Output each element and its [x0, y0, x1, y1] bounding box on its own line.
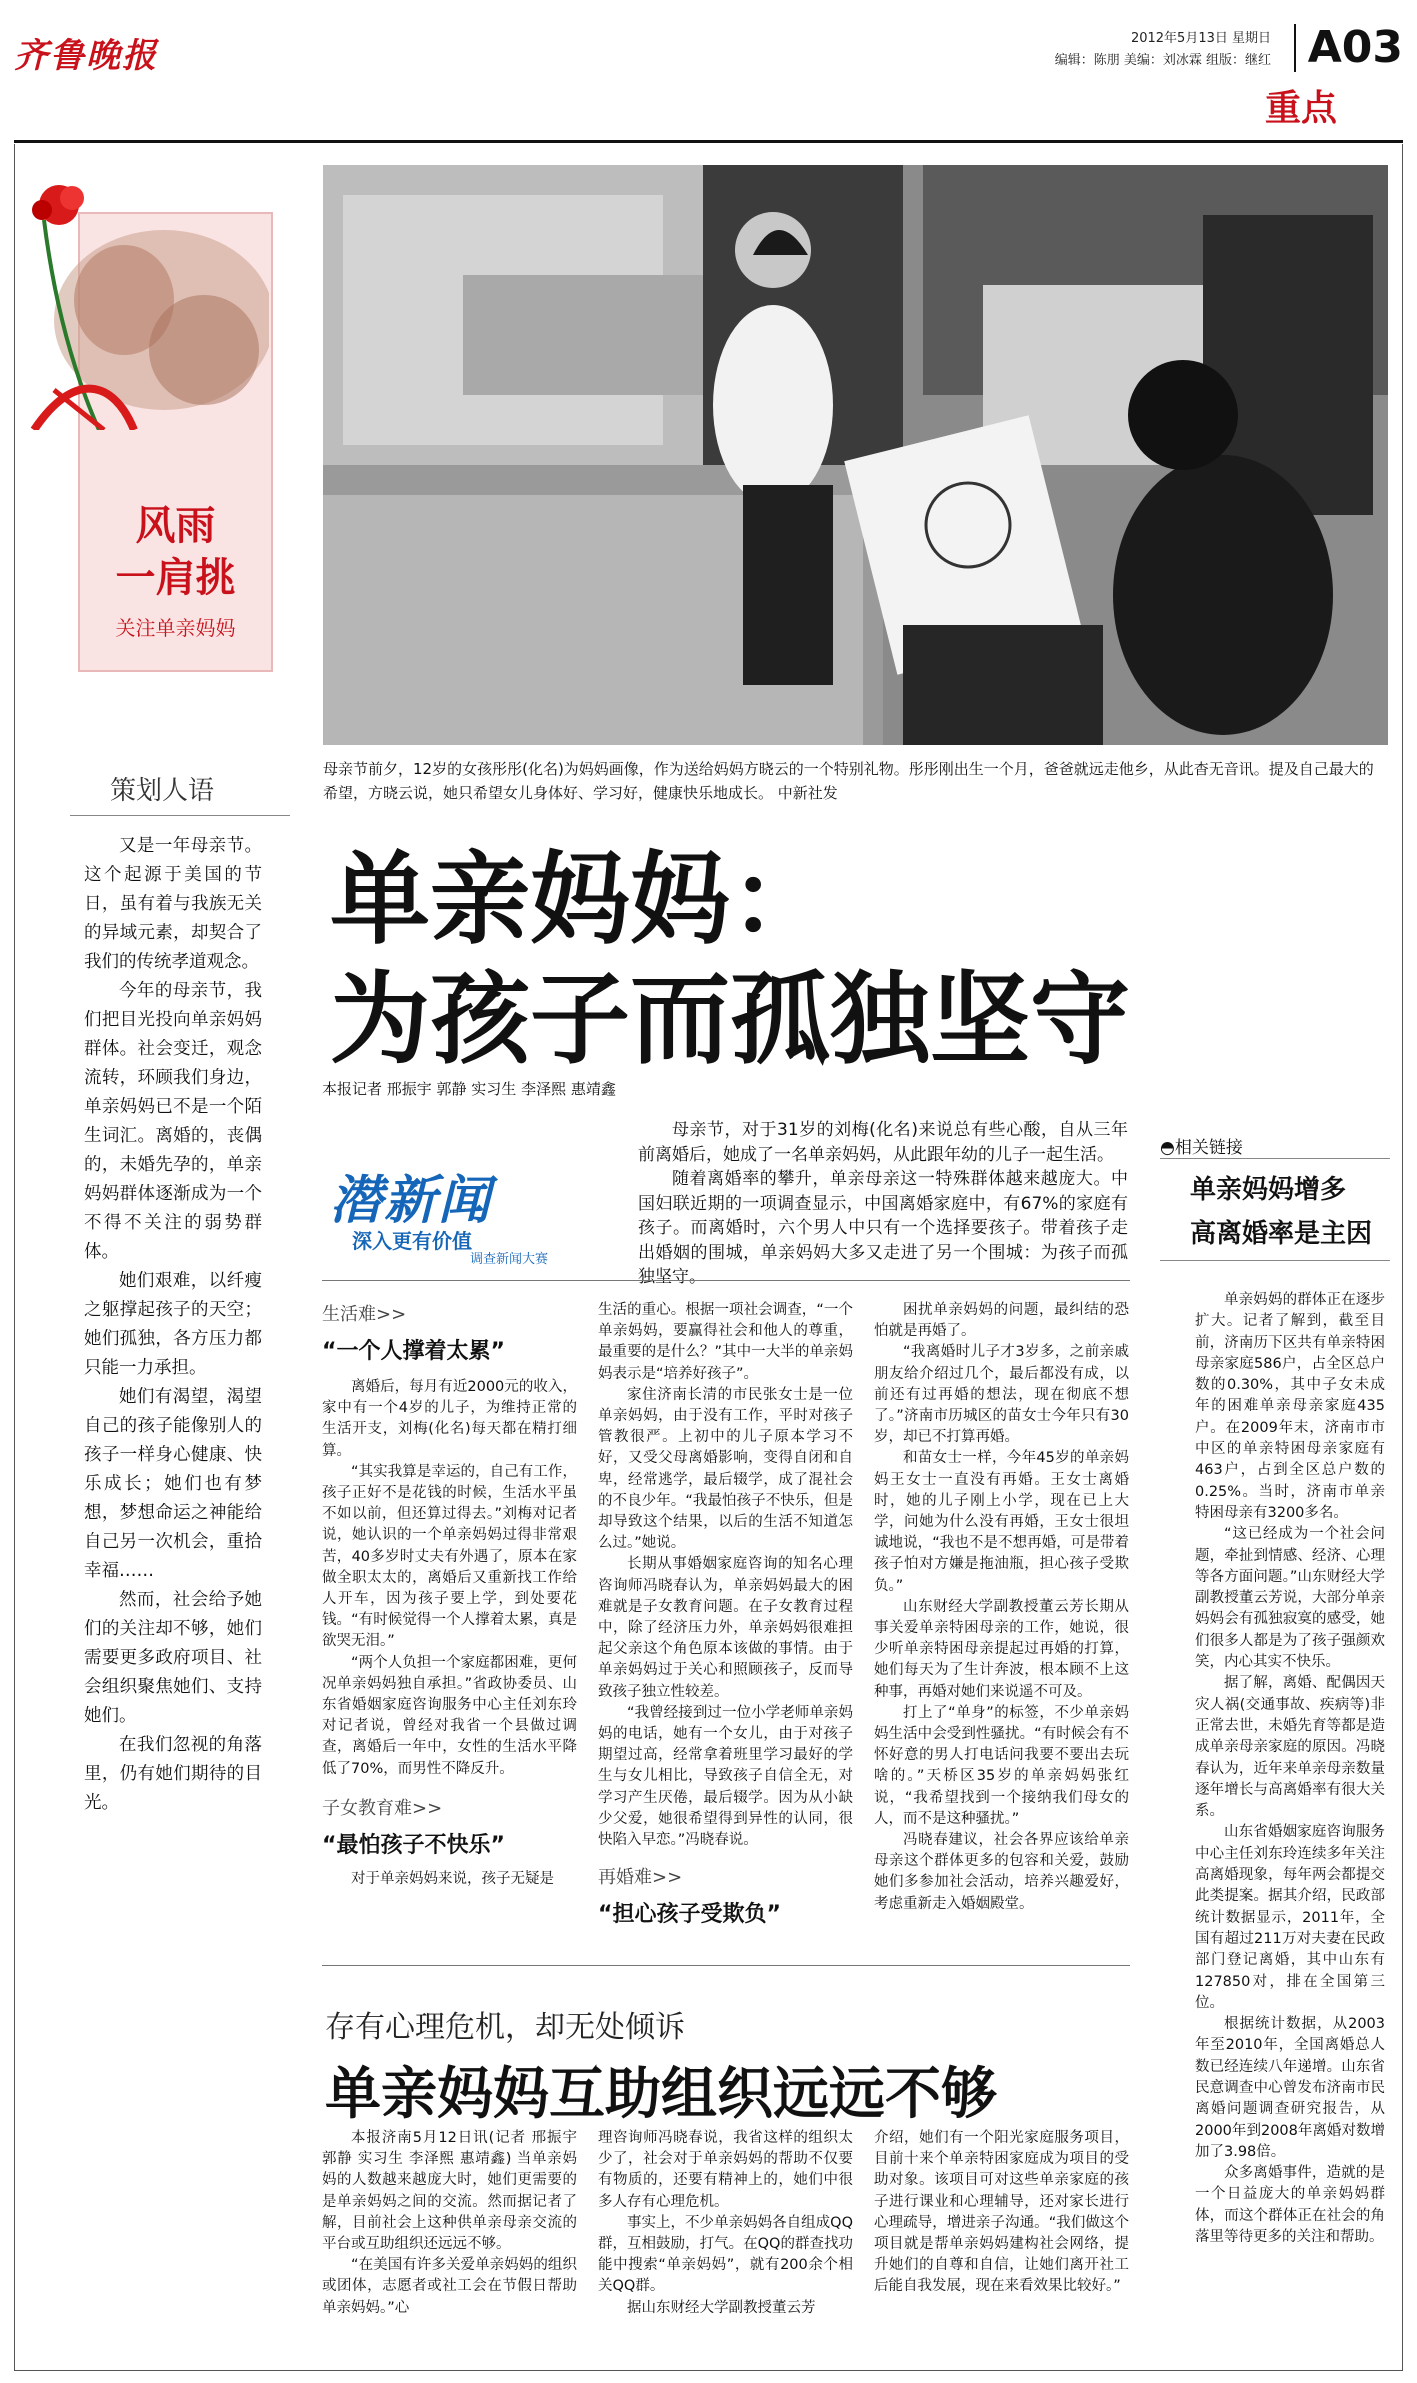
- section-name: 重点: [1264, 88, 1337, 129]
- subhead-kicker: 再婚难>>: [598, 1867, 683, 1889]
- body-paragraph: “两个人负担一个家庭都困难，更何况单亲妈妈独自承担。”省政协委员、山东省婚姻家庭咨询服务中心主任刘东玲对记者说，曾经对我省一个县做过调查，离婚后一年中，女性的生活水平降低了70%，而男性不降反升。: [322, 1654, 577, 1777]
- lead-text: [638, 1118, 1128, 1290]
- body-paragraph: 打上了“单身”的标签，不少单亲妈妈生活中会受到性骚扰。“有时候会有不怀好意的男人打电话问我要不要出去玩啥的。”天桥区35岁的单亲妈妈张红说，“我希望找到一个接纳我们母女的人，而不是这种骚扰。”: [874, 1704, 1129, 1827]
- newspaper-logo: 齐鲁晚报: [14, 36, 158, 76]
- promo-subtitle: 关注单亲妈妈: [115, 616, 236, 640]
- body-paragraph: 本报济南5月12日讯(记者 邢振宇 郭静 实习生 李泽熙 惠靖鑫) 当单亲妈妈的人数越来越庞大时，她们更需要的是单亲妈妈之间的交流。然而据记者了解，目前社会上这种供单亲母亲交流的平台或互助组织还远远不够。: [322, 2130, 577, 2253]
- carnation-promo-image: [14, 180, 269, 430]
- body-column-2: [598, 1300, 853, 1928]
- body-paragraph: 据山东财经大学副教授董云芳: [627, 2299, 816, 2316]
- related-paragraph: 众多离婚事件，造就的是一个日益庞大的单亲妈妈群体，而这个群体正在社会的角落里等待更多的关注和帮助。: [1195, 2165, 1385, 2246]
- page-number: A03: [1294, 24, 1403, 72]
- related-title-line2: 高离婚率是主因: [1190, 1219, 1373, 1249]
- related-paragraph: 单亲妈妈的群体正在逐步扩大。记者了解到，截至目前，济南历下区共有单亲特困母亲家庭586户，占全区总户数的0.30%，其中子女未成年的困难单亲母亲家庭435户。在2009年末，济南市市中区的单亲特困母亲家庭有463户，占到全区总户数的0.25%。当时，济南市单亲特困母亲有3200多名。: [1195, 1292, 1385, 1521]
- related-title-line1: 单亲妈妈增多: [1190, 1175, 1347, 1205]
- body-paragraph: “其实我算是幸运的，自己有工作，孩子正好不是花钱的时候，生活水平虽不如以前，但还算过得去。”刘梅对记者说，她认识的一个单亲妈妈过得非常艰苦，40多岁时丈夫有外遇了，原本在家做全职太太的，离婚后又重新找工作给人开车，因为孩子要上学，到处要花钱。“有时候觉得一个人撑着太累，真是欲哭无泪。”: [322, 1463, 577, 1650]
- masthead-rule: [14, 140, 1403, 143]
- subhead-kicker: 生活难>>: [322, 1304, 407, 1325]
- masthead-meta: [1055, 28, 1271, 72]
- body-paragraph: “我曾经接到过一位小学老师单亲妈妈的电话，她有一个女儿，由于对孩子期望过高，经常拿着班里学习最好的学生与女儿相比，导致孩子自信全无，对学习产生厌倦，最后辍学。因为从小缺少父爱，她很希望得到异性的认同，很快陷入早恋。”冯晓春说。: [598, 1704, 853, 1849]
- related-paragraph: 根据统计数据，从2003年至2010年，全国离婚总人数已经连续八年递增。山东省民意调查中心曾发布济南市民离婚问题调查研究报告，从2000年到2008年离婚对数增加了3.98倍。: [1195, 2016, 1385, 2160]
- body-column-3: [874, 1300, 1129, 1915]
- planner-paragraph: 又是一年母亲节。这个起源于美国的节日，虽有着与我族无关的异域元素，却契合了我们的传统孝道观念。: [84, 836, 262, 972]
- photo-caption: 母亲节前夕，12岁的女孩彤彤(化名)为妈妈画像，作为送给妈妈方晓云的一个特别礼物。彤彤刚出生一个月，爸爸就远走他乡，从此杳无音讯。提及自己最大的希望，方晓云说，她只希望女儿身体好、学习好，健康快乐地成长。 中新社发: [323, 760, 1374, 802]
- headline-line1: 单亲妈妈：: [330, 841, 830, 958]
- related-paragraph: 山东省婚姻家庭咨询服务中心主任刘东玲连续多年关注高离婚现象，每年两会都提交此类提案。据其介绍，民政部统计数据显示，2011年，全国有超过211万对夫妻在民政部门登记离婚，其中山东有127850对，排在全国第三位。: [1195, 1824, 1385, 2011]
- story2-headline: 单亲妈妈互助组织远远不够: [325, 2062, 997, 2127]
- planner-paragraph: 然而，社会给予她们的关注却不够，她们需要更多政府项目、社会组织聚焦她们、支持她们。: [84, 1590, 262, 1726]
- body-paragraph: “我离婚时儿子才3岁多，之前亲戚朋友给介绍过几个，最后都没有成，以前还有过再婚的想法，现在彻底不想了。”济南市历城区的苗女士今年只有30岁，却已不打算再婚。: [874, 1344, 1129, 1446]
- body-paragraph: “在美国有许多关爱单亲妈妈的组织或团体，志愿者或社工会在节假日帮助单亲妈妈。”心: [322, 2257, 577, 2316]
- planner-paragraph: 在我们忽视的角落里，仍有她们期待的目光。: [84, 1735, 262, 1813]
- lead-paragraph: 随着离婚率的攀升，单亲母亲这一特殊群体越来越庞大。中国妇联近期的一项调查显示，中国离婚家庭中，有67%的家庭有孩子。而离婚时，六个男人中只有一个选择要孩子。带着孩子走出婚姻的围城，单亲妈妈大多又走进了另一个围城：为孩子而孤独坚守。: [638, 1169, 1128, 1287]
- body-paragraph: 家住济南长清的市民张女士是一位单亲妈妈，由于没有工作，平时对孩子管教很严。上初中的儿子原本学习不好，又受父母离婚影响，变得自闭和自卑，经常逃学，最后辍学，成了混社会的不良少年。“我最怕孩子不快乐，但是却导致这个结果，以后的生活不知道怎么过。”她说。: [598, 1386, 853, 1552]
- staff-line: 编辑：陈朋 美编：刘冰霖 组版：继红: [1054, 53, 1271, 68]
- promo-title: [78, 500, 273, 604]
- subhead-title: “一个人撑着太累”: [322, 1339, 505, 1364]
- story2-rule: [322, 1965, 1130, 1966]
- planner-text: [84, 832, 262, 1818]
- subhead-title: “担心孩子受欺负”: [598, 1902, 781, 1928]
- body-paragraph: 理咨询师冯晓春说，我省这样的组织太少了，社会对于单亲妈妈的帮助不仅要有物质的，还要有精神上的，她们中很多人存有心理危机。: [598, 2130, 853, 2210]
- qianxinwen-logo: 潜新闻: [330, 1171, 493, 1231]
- related-title: [1190, 1168, 1372, 1256]
- body-paragraph: 离婚后，每月有近2000元的收入，家中有一个4岁的儿子，为维持正常的生活开支，刘梅(化名)每天都在精打细算。: [322, 1379, 577, 1459]
- body-paragraph: 介绍，她们有一个阳光家庭服务项目，目前十来个单亲特困家庭成为项目的受助对象。该项目可对这些单亲家庭的孩子进行课业和心理辅导，还对家长进行心理疏导，增进亲子沟通。“我们做这个项目就是帮单亲妈妈建构社会网络，提升她们的自尊和自信，让她们离开社工后能自我发展，现在来看效果比较好。”: [874, 2130, 1129, 2295]
- related-heading-text: 相关链接: [1174, 1138, 1243, 1158]
- related-rule: [1160, 1158, 1390, 1159]
- qianxinwen-tag: 调查新闻大赛: [470, 1252, 549, 1267]
- planner-rule: [70, 815, 290, 816]
- body-paragraph: 事实上，不少单亲妈妈各自组成QQ群，互相鼓励，打气。在QQ的群查找功能中搜索“单亲妈妈”，就有200余个相关QQ群。: [598, 2214, 853, 2295]
- qianxinwen-slogan: 深入更有价值: [352, 1229, 472, 1253]
- related-rule-bottom: [1160, 1260, 1390, 1261]
- planner-heading: 策划人语: [110, 776, 215, 806]
- planner-paragraph: 她们有渴望，渴望自己的孩子能像别人的孩子一样身心健康、快乐成长；她们也有梦想，梦想命运之神能给自己另一次机会，重拾幸福……: [84, 1387, 262, 1581]
- main-news-photo: [323, 165, 1388, 745]
- related-body: [1195, 1290, 1385, 2248]
- body-paragraph: 冯晓春建议，社会各界应该给单亲母亲这个群体更多的包容和关爱，鼓励她们多参加社会活动，培养兴趣爱好，考虑重新走入婚姻殿堂。: [874, 1832, 1129, 1912]
- planner-paragraph: 她们艰难，以纤瘦之躯撑起孩子的天空；她们孤独，各方压力都只能一力承担。: [84, 1271, 262, 1378]
- byline: 本报记者 邢振宇 郭静 实习生 李泽熙 惠靖鑫: [322, 1080, 616, 1098]
- body-column-1: [322, 1300, 577, 1890]
- subhead-kicker: 子女教育难>>: [322, 1797, 443, 1819]
- subhead-title: “最怕孩子不快乐”: [322, 1832, 505, 1858]
- body-paragraph: 和苗女士一样，今年45岁的单亲妈妈王女士一直没有再婚。王女士离婚时，她的儿子刚上小学，现在已上大学，问她为什么没有再婚，王女士很坦诚地说，“我也不是不想再婚，可是带着孩子怕对方嫌是拖油瓶，担心孩子受欺负。”: [874, 1450, 1129, 1594]
- promo-title-line1: 风雨: [135, 503, 216, 549]
- related-paragraph: “这已经成为一个社会问题，牵扯到情感、经济、心理等各方面问题。”山东财经大学副教授董云芳说，大部分单亲妈妈会有孤独寂寞的感受，她们很多人都是为了孩子强颜欢笑，内心其实不快乐。: [1195, 1526, 1385, 1671]
- body-paragraph: 困扰单亲妈妈的问题，最纠结的恐怕就是再婚了。: [874, 1302, 1129, 1340]
- promo-title-line2: 一肩挑: [115, 555, 236, 601]
- headline-line2: 为孩子而孤独坚守: [330, 961, 1130, 1078]
- story2-column-1: [322, 2128, 577, 2319]
- related-paragraph: 据了解，离婚、配偶因天灾人祸(交通事故、疾病等)非正常去世，未婚先育等都是造成单亲母亲家庭的原因。冯晓春认为，近年来单亲母亲数量逐年增长与高离婚率有很大关系。: [1195, 1675, 1385, 1820]
- body-paragraph: 生活的重心。根据一项社会调查，“一个单亲妈妈，要赢得社会和他人的尊重，最重要的是什么？”其中一大半的单亲妈妈表示是“培养好孩子”。: [598, 1302, 853, 1382]
- planner-paragraph: 今年的母亲节，我们把目光投向单亲妈妈群体。社会变迁，观念流转，环顾我们身边，单亲妈妈已不是一个陌生词汇。离婚的，丧偶的，未婚先孕的，单亲妈妈群体逐渐成为一个不得不关注的弱势群体。: [84, 981, 262, 1262]
- related-heading: [1160, 1133, 1243, 1158]
- body-paragraph: 长期从事婚姻家庭咨询的知名心理咨询师冯晓春认为，单亲妈妈最大的困难就是子女教育问题。在子女教育过程中，除了经济压力外，单亲妈妈很难担起父亲这个角色原本该做的事情。由于单亲妈妈过于关心和照顾孩子，反而导致孩子独立性较差。: [598, 1556, 853, 1700]
- body-paragraph: 山东财经大学副教授董云芳长期从事关爱单亲特困母亲的工作，她说，很少听单亲特困母亲提起过再婚的打算，她们每天为了生计奔波，根本顾不上这种事，再婚对她们来说遥不可及。: [874, 1598, 1129, 1700]
- story2-column-3: [874, 2128, 1129, 2298]
- main-headline: [330, 840, 1130, 1080]
- story2-kicker: 存有心理危机，却无处倾诉: [325, 2010, 685, 2045]
- story2-column-2: [598, 2128, 853, 2319]
- date-line: 2012年5月13日 星期日: [1130, 31, 1271, 46]
- body-paragraph: 对于单亲妈妈来说，孩子无疑是: [351, 1870, 554, 1887]
- lead-paragraph: 母亲节，对于31岁的刘梅(化名)来说总有些心酸，自从三年前离婚后，她成了一名单亲妈妈，从此跟年幼的儿子一起生活。: [638, 1120, 1128, 1165]
- bullet-icon: ◓: [1160, 1138, 1175, 1158]
- lead-rule: [322, 1280, 1130, 1281]
